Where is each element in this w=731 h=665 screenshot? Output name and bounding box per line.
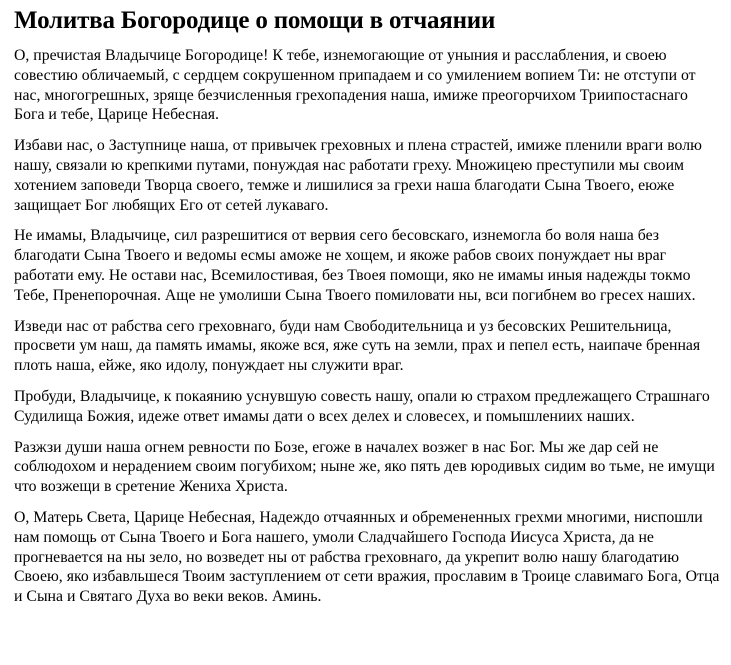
- prayer-paragraph-3: Не имамы, Владычице, сил разрешитися от вервия сего бесовскаго, изнемогла бо воля наша без благодати Сына Твоего и ведомы есмы аможе не хощем, и якоже рабов своих понуждает ны враг работати ему. Не остави нас, Всемилостивая, без Твоея помощи, яко не имамы иныя надежды токмо Тебе, Пренепорочная. Аще не умолиши Сына Твоего помиловати ны, вси погибнем во гресех наших.: [14, 227, 696, 304]
- prayer-title: Молитва Богородице о помощи в отчаянии: [14, 7, 496, 34]
- prayer-paragraph-4: Изведи нас от рабства сего греховнаго, буди нам Свободительница и уз бесовских Решительница, просвети ум наш, да память имамы, якоже вся, яже суть на земли, прах и пепел есть, наипаче бренная плоть наша, ейже, яко идолу, понуждает ны служити враг.: [14, 317, 701, 375]
- prayer-paragraph-5: Пробуди, Владычице, к покаянию уснувшую совесть нашу, опали ю страхом предлежащего Страшнаго Судилища Божия, идеже ответ имамы дати о всех делех и словесех, и помышлениих наших.: [14, 387, 710, 425]
- prayer-paragraph-1: О, пречистая Владычице Богородице! К тебе, изнемогающие от уныния и расслабления, и своею совестию обличаемый, с сердцем сокрушенном припадаем и со умилением вопием Ти: не отступи от нас, многогрешных, зряще безчисленныя грехопадения наша, имиже преогорчихом Триипостаснаго Бога и тебе, Царице Небесная.: [14, 47, 696, 124]
- prayer-paragraph-6: Разжзи души наша огнем ревности по Бозе, егоже в началех возжег в нас Бог. Мы же дар сей не соблюдохом и нерадением своим погубихом; ныне же, яко пять дев юродивых сидим во тьме, не имущи что возжещи в сретение Жениха Христа.: [14, 438, 715, 496]
- prayer-paragraph-7: О, Матерь Света, Царице Небесная, Надеждо отчаянных и обремененных грехми многими, ниспошли нам помощь от Сына Твоего и Бога нашего, умоли Сладчайшего Господа Иисуса Христа, да не прогневается на ны зело, но возведет ны от рабства греховнаго, да укрепит волю нашу благодатию Своею, яко избавльшеся Твоим заступлением от сети вражия, прославим в Троице славимаго Бога, Отца и Сына и Святаго Духа во веки веков. Аминь.: [14, 508, 720, 606]
- prayer-paragraph-2: Избави нас, о Заступнице наша, от привычек греховных и плена страстей, имиже пленили враги волю нашу, связали ю крепкими путами, понуждая нас работати греху. Множицею преступили мы своим хотением заповеди Творца своего, темже и лишилися за грехи наша благодати Сына Твоего, еюже защищает Бог любящих Его от сетей лукаваго.: [14, 137, 702, 214]
